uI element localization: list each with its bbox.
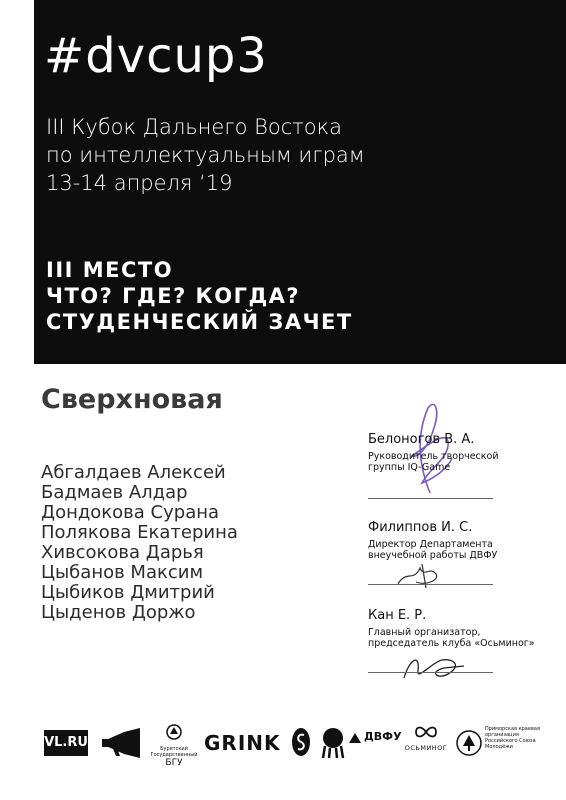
team-member: Дондокова Сурана bbox=[41, 502, 220, 523]
signature-scribble bbox=[398, 648, 468, 684]
signature-scribble bbox=[400, 398, 460, 498]
octopus-emblem-icon bbox=[320, 726, 346, 760]
event-title-line2: по интеллектуальным играм bbox=[46, 143, 365, 167]
dvfu-logo bbox=[348, 730, 402, 749]
sponsor-logos bbox=[44, 722, 544, 770]
team-member: Цыбиков Дмитрий bbox=[41, 582, 215, 603]
primorsk-logo bbox=[456, 722, 544, 766]
tree-emblem-icon bbox=[456, 730, 482, 756]
event-title-line1: III Кубок Дальнего Востока bbox=[46, 115, 342, 139]
team-member: Абгалдаев Алексей bbox=[41, 462, 226, 483]
primorsk-logo-text bbox=[485, 726, 545, 750]
primorsk-text-line: Российского Союза bbox=[485, 738, 536, 744]
signatory-role: Руководитель творческой bbox=[368, 451, 499, 462]
signatory-role: председатель клуба «Осьминог» bbox=[368, 638, 535, 649]
bsu-logo-abbr: БГУ bbox=[165, 758, 183, 768]
osminog-logo bbox=[400, 724, 452, 752]
event-hashtag: #dvcup3 bbox=[44, 28, 268, 84]
dvfu-logo-text: ДВФУ bbox=[364, 730, 402, 743]
grink-logo: GRINK bbox=[204, 731, 281, 755]
osminog-logo-text: ОСЬМИНОГ bbox=[404, 744, 448, 752]
category-name: СТУДЕНЧЕСКИЙ ЗАЧЕТ bbox=[46, 310, 353, 334]
signature-scribble bbox=[396, 560, 446, 590]
signatory-role: Главный организатор, bbox=[368, 627, 481, 638]
team-name: Сверхновая bbox=[41, 384, 223, 415]
primorsk-text-line: организация bbox=[485, 732, 519, 738]
bsu-logo bbox=[146, 722, 202, 766]
megaphone-icon bbox=[102, 726, 144, 760]
signatory-role: группы IQ-Game bbox=[368, 462, 451, 473]
event-dates: 13-14 апреля ‘19 bbox=[46, 171, 233, 195]
sponsor-s-logo bbox=[290, 726, 312, 760]
primorsk-text-line: Приморская краевая bbox=[485, 726, 540, 732]
place-title: III МЕСТО bbox=[46, 258, 174, 282]
team-member: Хивсокова Дарья bbox=[41, 542, 204, 563]
infinity-icon bbox=[414, 724, 438, 740]
signature-line bbox=[368, 584, 493, 585]
signatory-name: Филиппов И. С. bbox=[368, 520, 473, 535]
signatory-role: внеучебной работы ДВФУ bbox=[368, 550, 498, 561]
signatory-name: Белоногов В. А. bbox=[368, 432, 475, 447]
signature-line bbox=[368, 672, 493, 673]
team-member: Цыбанов Максим bbox=[41, 562, 204, 583]
signatory-name: Кан Е. Р. bbox=[368, 608, 427, 623]
team-member: Бадмаев Алдар bbox=[41, 482, 188, 503]
game-name: ЧТО? ГДЕ? КОГДА? bbox=[46, 284, 301, 308]
bsu-emblem-icon bbox=[164, 722, 184, 742]
dvfu-emblem-icon bbox=[348, 731, 362, 745]
team-member: Цыденов Доржо bbox=[41, 602, 196, 623]
team-member: Полякова Екатерина bbox=[41, 522, 238, 543]
primorsk-text-line: Молодёжи bbox=[485, 744, 513, 750]
signatory-role: Директор Департамента bbox=[368, 539, 493, 550]
signature-line bbox=[368, 498, 493, 499]
vl-logo: VL.RU bbox=[44, 730, 88, 756]
bsu-logo-caption: Бурятский Государственный bbox=[150, 746, 198, 758]
